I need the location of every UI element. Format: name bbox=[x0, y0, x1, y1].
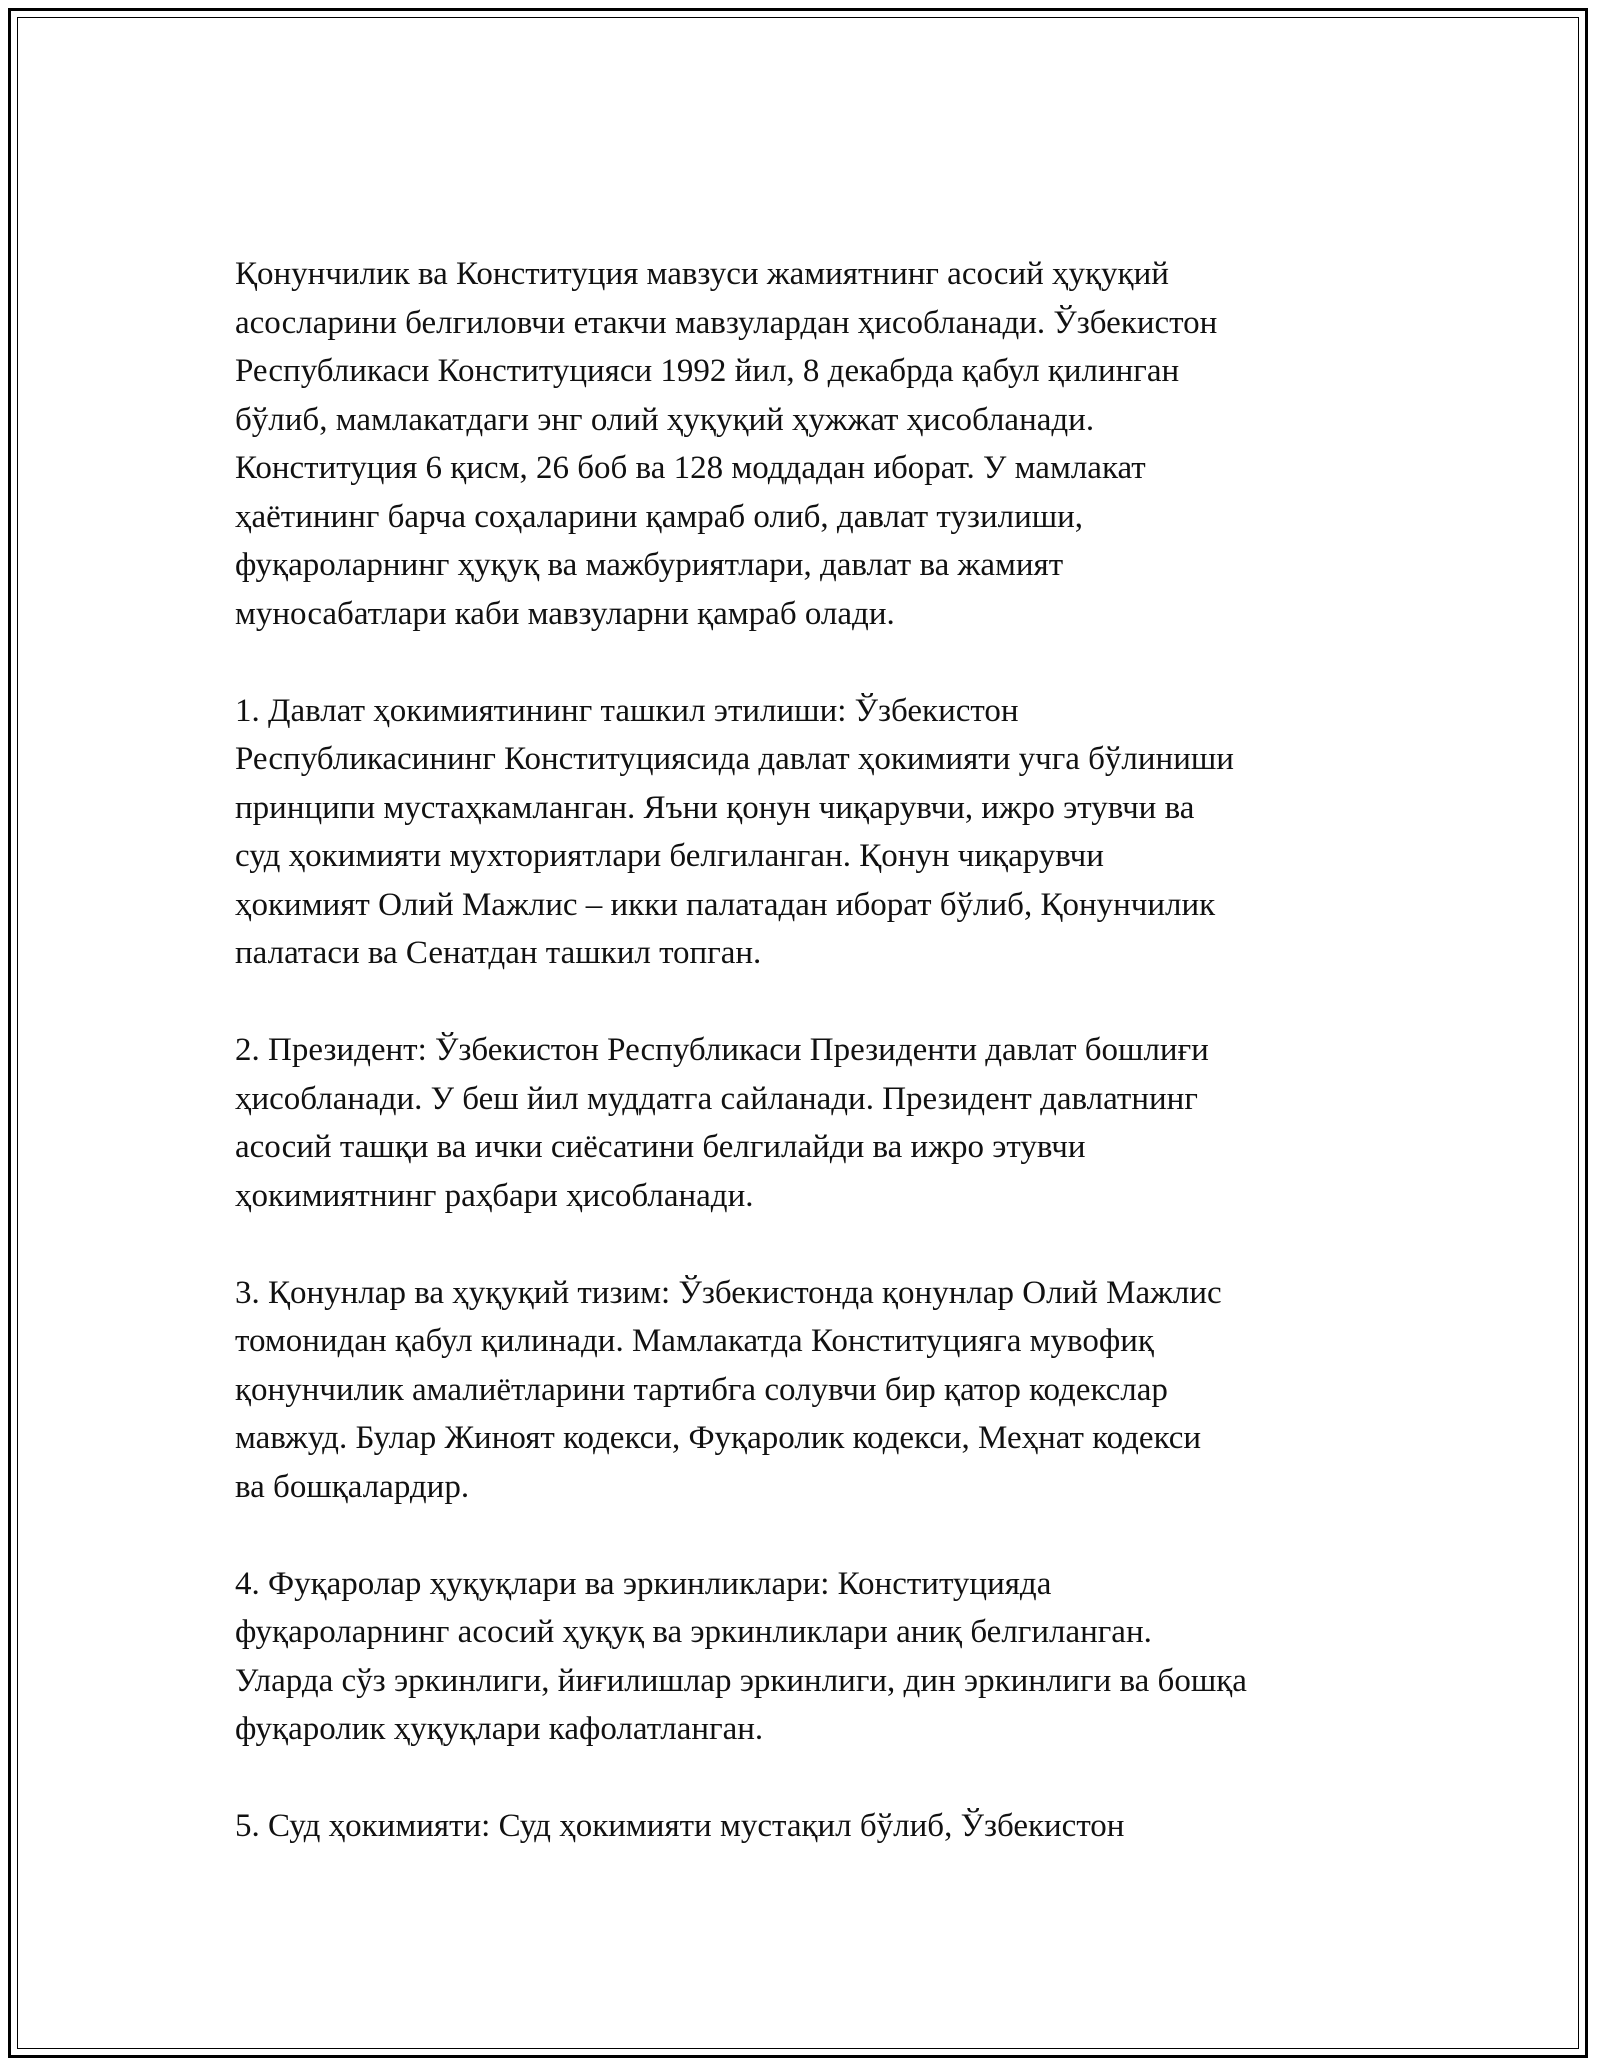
paragraph-state-power: 1. Давлат ҳокимиятининг ташкил этилиши: Ўзбекистон Республикасининг Конституциясида давлат ҳокимияти учга бўлиниши принципи мустаҳкамланган. Яъни қонун чиқарувчи, ижро этувчи ва суд ҳокимияти мухториятлари белгиланган. Қонун чиқарувчи ҳокимият Олий Мажлис – икки палатадан иборат бўлиб, Қонунчилик палатаси ва Сенатдан ташкил топган. bbox=[235, 692, 1234, 971]
document-body bbox=[235, 250, 1395, 1899]
paragraph-laws: 3. Қонунлар ва ҳуқуқий тизим: Ўзбекистонда қонунлар Олий Мажлис томонидан қабул қилинади. Мамлакатда Конституцияга мувофиқ қонунчилик амалиётларини тартибга солувчи бир қатор кодекслар мавжуд. Булар Жиноят кодекси, Фуқаролик кодекси, Меҳнат кодекси ва бошқалардир. bbox=[235, 1274, 1222, 1505]
paragraph-president: 2. Президент: Ўзбекистон Республикаси Президенти давлат бошлиғи ҳисобланади. У беш йил муддатга сайланади. Президент давлатнинг асосий ташқи ва ички сиёсатини белгилайди ва ижро этувчи ҳокимиятнинг раҳбари ҳисобланади. bbox=[235, 1032, 1209, 1214]
paragraph-judiciary: 5. Суд ҳокимияти: Суд ҳокимияти мустақил бўлиб, Ўзбекистон bbox=[235, 1808, 1125, 1844]
intro-paragraph: Қонунчилик ва Конституция мавзуси жамиятнинг асосий ҳуқуқий асосларини белгиловчи етакчи мавзулардан ҳисобланади. Ўзбекистон Республикаси Конституцияси 1992 йил, 8 декабрда қабул қилинган бўлиб, мамлакатдаги энг олий ҳуқуқий ҳужжат ҳисобланади. Конституция 6 қисм, 26 боб ва 128 моддадан иборат. У мамлакат ҳаётининг барча соҳаларини қамраб олиб, давлат тузилиши, фуқароларнинг ҳуқуқ ва мажбуриятлари, давлат ва жамият муносабатлари каби мавзуларни қамраб олади. bbox=[235, 256, 1218, 632]
paragraph-citizen-rights: 4. Фуқаролар ҳуқуқлари ва эркинликлари: Конституцияда фуқароларнинг асосий ҳуқуқ ва эркинликлари аниқ белгиланган. Уларда сўз эркинлиги, йиғилишлар эркинлиги, дин эркинлиги ва бошқа фуқаролик ҳуқуқлари кафолатланган. bbox=[235, 1565, 1247, 1747]
